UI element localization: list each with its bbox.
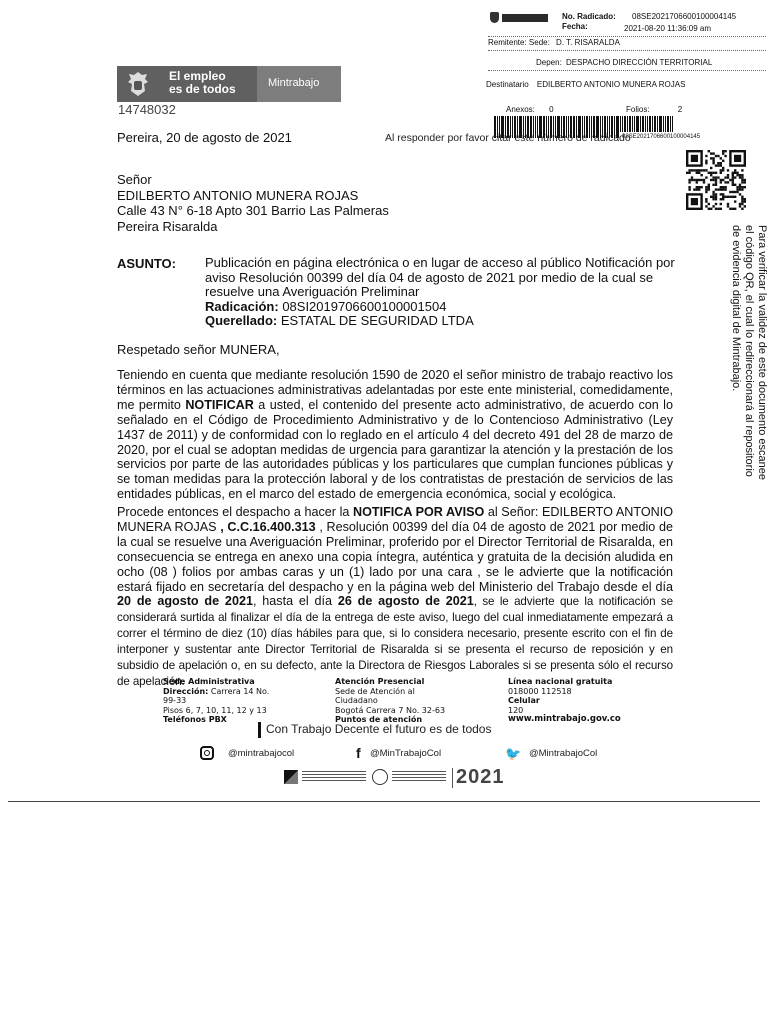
verification-qr-code (686, 150, 746, 210)
coat-of-arms-icon (123, 69, 153, 99)
recipient-salutation: Señor (117, 172, 152, 187)
qr-module (712, 160, 714, 162)
qr-module (736, 188, 738, 190)
page-bottom-rule (8, 801, 760, 802)
logo-ministry-name: Mintrabajo (268, 77, 320, 89)
place-date: Pereira, 20 de agosto de 2021 (117, 130, 292, 145)
qr-module (710, 157, 712, 159)
asunto-radicacion (205, 300, 665, 315)
qr-module (744, 200, 746, 202)
footer-c3-celular: Celular (508, 696, 540, 705)
para2-notifica-aviso: NOTIFICA POR AVISO (353, 505, 485, 519)
footer-website: www.mintrabajo.gov.co (508, 714, 621, 724)
qr-module (727, 169, 729, 171)
qr-module (732, 184, 734, 186)
qr-module (722, 150, 724, 152)
qr-module (720, 162, 722, 164)
qr-module (720, 186, 722, 188)
qr-module (715, 208, 717, 210)
qr-module (744, 179, 746, 181)
qr-module (698, 172, 700, 174)
stamp-radicado-value: 08SE2021706600100004145 (632, 12, 737, 21)
stamp-fecha-value: 2021-08-20 11:36:09 am (624, 24, 712, 33)
para1-notificar: NOTIFICAR (185, 397, 254, 412)
qr-module (688, 188, 690, 190)
qr-module (688, 172, 690, 174)
footer-c1-dir-label: Dirección: (163, 686, 209, 696)
qr-finder-center (691, 198, 698, 205)
facebook-icon: f (356, 745, 361, 761)
qr-module (720, 188, 722, 190)
qr-module (741, 179, 743, 181)
qr-module (700, 169, 702, 171)
qr-module (744, 198, 746, 200)
qr-module (744, 181, 746, 183)
qr-module (729, 179, 731, 181)
qr-module (720, 193, 722, 195)
qr-module (715, 198, 717, 200)
qr-module (722, 169, 724, 171)
stamp-remitente-row (488, 38, 620, 48)
qr-module (724, 186, 726, 188)
international-year-logo-text (302, 771, 366, 783)
qr-module (715, 196, 717, 198)
qr-module (710, 152, 712, 154)
qr-module (705, 169, 707, 171)
qr-module (734, 184, 736, 186)
stamp-folios-label: Folios: (626, 105, 650, 114)
qr-module (744, 205, 746, 207)
qr-module (722, 152, 724, 154)
qr-module (732, 176, 734, 178)
qr-module (722, 186, 724, 188)
querellado-value: ESTATAL DE SEGURIDAD LTDA (280, 313, 474, 328)
qr-module (724, 150, 726, 152)
qr-module (739, 174, 741, 176)
radicado-stamp (486, 8, 768, 138)
qr-module (705, 186, 707, 188)
qr-module (696, 172, 698, 174)
qr-module (693, 169, 695, 171)
stamp-folios-row (626, 105, 682, 115)
recipient-address: Calle 43 N° 6-18 Apto 301 Barrio Las Palmeras (117, 203, 389, 218)
stamp-destinatario-value: EDILBERTO ANTONIO MUNERA ROJAS (536, 80, 686, 89)
responder-note: Al responder por favor citar este número de radicado (385, 132, 631, 144)
qr-module (710, 167, 712, 169)
qr-module (722, 179, 724, 181)
qr-module (736, 191, 738, 193)
qr-module (720, 198, 722, 200)
qr-module (705, 205, 707, 207)
qr-module (732, 191, 734, 193)
qr-module (717, 208, 719, 210)
qr-module (715, 172, 717, 174)
qr-module (712, 198, 714, 200)
qr-module (722, 193, 724, 195)
qr-module (734, 176, 736, 178)
qr-module (734, 196, 736, 198)
qr-module (712, 162, 714, 164)
radicacion-value: 08SI2019706600100001504 (282, 298, 447, 314)
qr-module (736, 172, 738, 174)
qr-module (732, 181, 734, 183)
qr-module (688, 169, 690, 171)
stamp-anexos-value: 0 (549, 105, 554, 114)
para2-text-5: , se le advierte que la notificación se considerará surtida al finalizar el día de la entrega de este aviso, luego del cual inmediatamente empezará a correr el término de diez (10) días hábiles para que, si lo considera necesario, presente escrito con el fin de interponer y sustentar ante Director Territorial de Risaralda si se presenta el recurso de reposición y en subsidio de apelación o, en su defecto, ante la Directora de Riesgos Laborales si se presenta sólo el recurso de apelación. (117, 595, 673, 688)
side-note-line2: el código QR, el cual lo redireccionará al repositorio (743, 225, 755, 477)
stamp-depen-value: DESPACHO DIRECCIÓN TERRITORIAL (566, 58, 713, 67)
qr-module (705, 198, 707, 200)
stamp-fecha-label: Fecha: (562, 22, 588, 31)
footer-sede-administrativa (163, 677, 323, 725)
para1-text: Teniendo en cuenta que mediante resolución 1590 de 2020 el señor ministro de trabajo reactivo los términos en las actuaciones administrativas adelantadas por este ente ministerial, comedidamente, me permito (117, 368, 673, 412)
footer-linea-nacional (508, 677, 668, 725)
qr-module (739, 176, 741, 178)
side-note-line1: Para verificar la validez de este documento escanee (756, 225, 768, 480)
qr-module (688, 186, 690, 188)
qr-module (739, 186, 741, 188)
qr-module (710, 174, 712, 176)
qr-module (741, 196, 743, 198)
asunto-line2: aviso Resolución 00399 del día 04 de agosto de 2021 por medio de la cual se (205, 269, 654, 285)
qr-module (708, 172, 710, 174)
international-year-logo-icon (284, 770, 298, 784)
instagram-icon (200, 746, 214, 760)
qr-module (715, 193, 717, 195)
stamp-anexos-label: Anexos: (506, 105, 535, 114)
year-2021-mark: 2021 (456, 766, 505, 788)
qr-module (724, 181, 726, 183)
asunto-querellado (205, 314, 665, 329)
qr-module (717, 162, 719, 164)
para2-text: Procede entonces el despacho a hacer la (117, 505, 353, 519)
stamp-remitente-label: Remitente: Sede: (488, 38, 550, 47)
qr-module (712, 152, 714, 154)
para2-date-start: 20 de agosto de 2021 (117, 594, 253, 609)
qr-module (741, 181, 743, 183)
qr-module (720, 157, 722, 159)
qr-module (708, 208, 710, 210)
qr-module (710, 179, 712, 181)
stamp-divider (488, 50, 766, 51)
qr-module (720, 164, 722, 166)
document-number: 14748032 (118, 102, 176, 117)
footer-atencion-presencial (335, 677, 495, 725)
qr-module (708, 186, 710, 188)
footer-slogan: Con Trabajo Decente el futuro es de todos (266, 722, 492, 736)
footer-c2-line1: Sede de Atención al (335, 686, 415, 696)
qr-module (693, 188, 695, 190)
stamp-destinatario-row (486, 80, 685, 90)
qr-module (712, 176, 714, 178)
qr-module (705, 188, 707, 190)
facebook-handle: @MinTrabajoCol (370, 748, 442, 759)
qr-module (696, 186, 698, 188)
stamp-shield-icon (490, 12, 499, 23)
stamp-remitente-value: D. T. RISARALDA (556, 38, 620, 47)
qr-module (700, 186, 702, 188)
stamp-radicado-label: No. Radicado: (562, 12, 616, 21)
qr-module (705, 200, 707, 202)
qr-module (741, 186, 743, 188)
qr-module (712, 191, 714, 193)
twitter-icon: 🐦 (505, 746, 522, 761)
footer-c2-line3: Bogotá Carrera 7 No. 32-63 (335, 705, 446, 715)
qr-module (727, 205, 729, 207)
qr-module (708, 188, 710, 190)
side-verification-note (720, 225, 768, 485)
qr-module (712, 172, 714, 174)
logo-line2: es de todos (169, 82, 236, 96)
stamp-logo (490, 12, 550, 24)
qr-module (698, 186, 700, 188)
qr-module (739, 203, 741, 205)
qr-finder-center (734, 155, 741, 162)
qr-module (724, 196, 726, 198)
twitter-handle: @MintrabajoCol (529, 748, 598, 759)
footer-c2-line2: Ciudadano (335, 696, 378, 705)
qr-module (720, 208, 722, 210)
recipient-name: EDILBERTO ANTONIO MUNERA ROJAS (117, 187, 359, 203)
para2-text-2: al Señor: EDILBERTO ANTONIO MUNERA ROJAS (117, 505, 674, 534)
stamp-anexos-row (506, 105, 554, 115)
qr-module (703, 181, 705, 183)
qr-module (727, 203, 729, 205)
stamp-divider (488, 36, 766, 37)
qr-module (741, 200, 743, 202)
qr-module (741, 169, 743, 171)
qr-module (739, 193, 741, 195)
qr-module (732, 208, 734, 210)
qr-module (705, 191, 707, 193)
qr-module (698, 179, 700, 181)
qr-module (741, 176, 743, 178)
footer-c2-puntos: Puntos de atención (335, 715, 423, 724)
regional-initiative-logo-icon (372, 769, 388, 785)
qr-module (710, 172, 712, 174)
qr-module (732, 179, 734, 181)
qr-module (715, 188, 717, 190)
qr-finder-center (691, 155, 698, 162)
footer-c1-dir-value: Carrera 14 No. (210, 686, 270, 696)
asunto-body (205, 255, 675, 329)
qr-module (715, 179, 717, 181)
footer-c1-line2: 99-33 (163, 696, 187, 705)
qr-module (739, 188, 741, 190)
qr-module (729, 208, 731, 210)
qr-module (722, 188, 724, 190)
stamp-depen-row (536, 58, 712, 68)
para2-date-end: 26 de agosto de 2021 (337, 594, 474, 609)
qr-module (734, 191, 736, 193)
qr-module (720, 172, 722, 174)
regional-initiative-logo-text (392, 771, 446, 783)
qr-module (722, 196, 724, 198)
qr-module (712, 157, 714, 159)
qr-module (688, 181, 690, 183)
qr-module (727, 174, 729, 176)
qr-module (734, 200, 736, 202)
qr-module (696, 188, 698, 190)
qr-module (720, 181, 722, 183)
qr-module (715, 203, 717, 205)
stamp-fecha-row (624, 24, 711, 34)
qr-module (722, 160, 724, 162)
qr-module (741, 208, 743, 210)
qr-module (729, 196, 731, 198)
qr-module (722, 167, 724, 169)
slogan-bar (258, 722, 261, 738)
qr-module (710, 208, 712, 210)
qr-module (734, 208, 736, 210)
qr-module (736, 186, 738, 188)
qr-module (698, 188, 700, 190)
para2-text-3: , Resolución 00399 del día 04 de agosto de 2021 por medio de la cual se resuelve una Averiguación Preliminar, proferido por el Director Territorial de Risaralda, en consecuencia se entrega en anexo una copia íntegra, auténtica y gratuita de la decisión aludida en ocho (08 ) folios por ambas caras y un (1) lado por una cara , se le advierte que la notificación estará fijado en secretaría del despacho y en la página web del Ministerio del Trabajo desde el día (117, 519, 673, 594)
qr-module (712, 179, 714, 181)
qr-module (715, 164, 717, 166)
footer-c3-line1: 018000 112518 (508, 686, 572, 696)
qr-module (703, 179, 705, 181)
footer-c1-line3: Pisos 6, 7, 10, 11, 12 y 13 (163, 705, 267, 715)
qr-module (724, 155, 726, 157)
qr-module (724, 188, 726, 190)
qr-module (698, 169, 700, 171)
qr-module (708, 150, 710, 152)
stamp-radicado-row (562, 12, 736, 22)
qr-module (739, 184, 741, 186)
qr-module (712, 184, 714, 186)
qr-module (732, 172, 734, 174)
logo-separator (452, 768, 453, 788)
qr-module (705, 162, 707, 164)
qr-module (712, 196, 714, 198)
footer-c1-pbx: Teléfonos PBX (163, 715, 227, 724)
qr-module (708, 203, 710, 205)
recipient-city: Pereira Risaralda (117, 218, 218, 234)
qr-module (700, 174, 702, 176)
qr-module (736, 174, 738, 176)
qr-module (710, 196, 712, 198)
footer-c2-title: Atención Presencial (335, 677, 425, 686)
footer-c1-title: Sede Administrativa (163, 677, 255, 686)
qr-module (741, 174, 743, 176)
qr-module (720, 179, 722, 181)
qr-module (691, 179, 693, 181)
footer-c3-line2: 120 (508, 705, 524, 715)
logo-slogan (169, 70, 236, 96)
qr-module (729, 191, 731, 193)
qr-module (739, 205, 741, 207)
qr-module (715, 155, 717, 157)
logo-line1: El empleo (169, 69, 226, 83)
qr-module (715, 181, 717, 183)
qr-module (700, 179, 702, 181)
qr-module (741, 198, 743, 200)
qr-module (724, 176, 726, 178)
stamp-logo-bar (502, 14, 548, 22)
qr-module (712, 193, 714, 195)
footer-c3-title: Línea nacional gratuita (508, 677, 613, 686)
qr-module (693, 179, 695, 181)
asunto-label: ASUNTO: (117, 256, 176, 271)
qr-module (722, 198, 724, 200)
qr-module (741, 188, 743, 190)
institutional-logos (280, 768, 520, 788)
qr-module (715, 176, 717, 178)
qr-module (720, 203, 722, 205)
asunto-line3: resuelve una Averiguación Preliminar (205, 284, 420, 299)
stamp-barcode-text: 08SE2021706600100004145 (622, 134, 701, 140)
recipient-block (117, 172, 389, 234)
qr-module (717, 164, 719, 166)
qr-module (708, 184, 710, 186)
qr-module (741, 203, 743, 205)
para1-text-cont: a usted, el contenido del presente acto administrativo, de acuerdo con lo señalado en el Código de Procedimiento Administrativo y de lo Contencioso Administrativo (Ley 1437 de 2011) y de conformidad con lo reglado en el artículo 4 del decreto 491 del 28 de marzo de 2020, por el cual se adoptan medidas de urgencia para garantizar la atención y la prestación de los servicios por parte de las autoridades públicas y los particulares que cumplan funciones públicas y se toman medidas para la protección laboral y de los contratistas de prestación de servicios de las entidades públicas, en el marco del estado de emergencia económica, social y ecológica. (117, 397, 673, 502)
qr-module (696, 179, 698, 181)
qr-module (727, 176, 729, 178)
qr-module (734, 169, 736, 171)
stamp-divider (488, 70, 766, 71)
qr-module (691, 169, 693, 171)
querellado-label: Querellado: (205, 313, 278, 328)
qr-module (717, 176, 719, 178)
qr-module (732, 196, 734, 198)
qr-module (705, 160, 707, 162)
asunto-line1: Publicación en página electrónica o en lugar de acceso al público Notificación por (205, 255, 675, 270)
qr-module (686, 172, 688, 174)
stamp-fecha-label-row (562, 22, 588, 32)
qr-module (734, 172, 736, 174)
qr-module (705, 155, 707, 157)
qr-module (691, 176, 693, 178)
qr-module (720, 169, 722, 171)
qr-module (732, 174, 734, 176)
para2-text-4: , hasta el día (252, 594, 338, 609)
paragraph-2 (117, 505, 673, 690)
qr-module (717, 155, 719, 157)
qr-module (696, 181, 698, 183)
qr-module (705, 176, 707, 178)
radicacion-label: Radicación: (205, 298, 279, 314)
qr-module (727, 181, 729, 183)
side-note-line3: de evidencia digital de Mintrabajo. (730, 225, 742, 392)
qr-module (688, 179, 690, 181)
qr-module (703, 169, 705, 171)
greeting: Respetado señor MUNERA, (117, 342, 280, 357)
stamp-destinatario-label: Destinatario (486, 80, 529, 89)
paragraph-1 (117, 368, 673, 502)
qr-module (727, 196, 729, 198)
instagram-handle: @mintrabajocol (228, 748, 295, 759)
qr-module (744, 186, 746, 188)
stamp-depen-label: Depen: (536, 58, 562, 67)
mintrabajo-logo (117, 66, 341, 102)
qr-module (715, 184, 717, 186)
stamp-folios-value: 2 (677, 105, 683, 114)
qr-module (717, 188, 719, 190)
qr-module (712, 205, 714, 207)
para2-cedula: , C.C.16.400.313 (220, 519, 316, 534)
qr-module (696, 169, 698, 171)
